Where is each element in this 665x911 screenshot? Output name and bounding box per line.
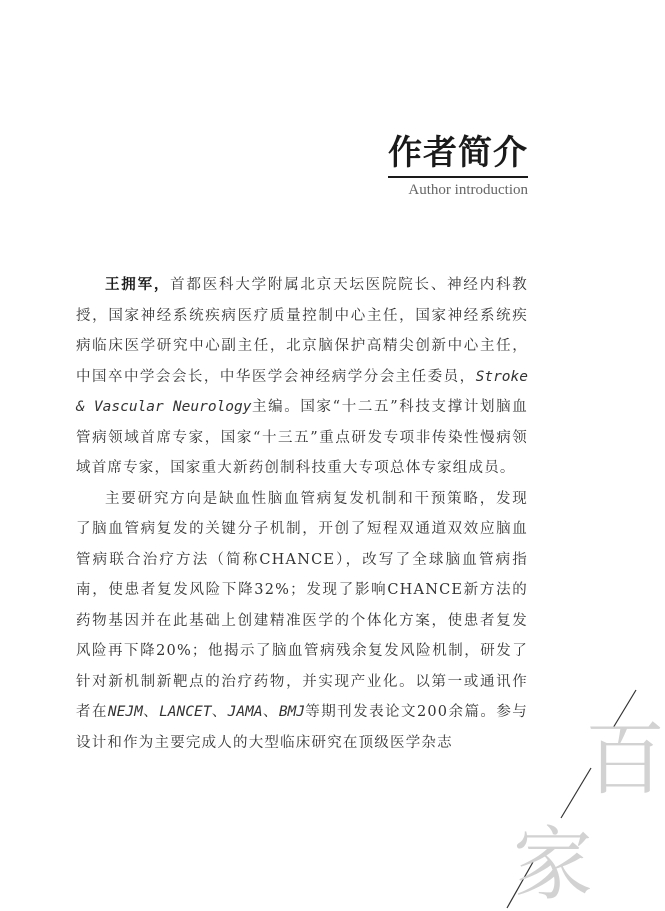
bio-content [76, 270, 528, 758]
heading-title-cn: 作者简介 [388, 133, 528, 178]
journal-jama: JAMA [227, 704, 263, 720]
journal-bmj: BMJ [278, 704, 306, 720]
separator-1: 、 [142, 704, 160, 720]
bio-text-2b: 等期刊发表论文200余篇。参与设计和作为主要完成人的大型临床研究在顶级医学杂志 [76, 704, 529, 751]
decorative-char-1: 百 [585, 713, 665, 806]
separator-3: 、 [262, 704, 279, 720]
section-heading [388, 133, 528, 200]
journal-name: Stroke & Vascular Neurology [76, 368, 528, 415]
bio-text-1a: 首都医科大学附属北京天坛医院院长、神经内科教授，国家神经系统疾病医疗质量控制中心主任，国家神经系统疾病临床医学研究中心副主任，北京脑保护高精尖创新中心主任，中国卒中学会会长，中华医学会神经病学分会主任委员， [76, 277, 528, 385]
corner-decoration [493, 690, 665, 911]
journal-nejm: NEJM [107, 704, 143, 720]
bio-paragraph-2 [76, 484, 528, 759]
decorative-char-2: 家 [513, 818, 593, 911]
heading-title-en: Author introduction [408, 182, 528, 198]
author-name: 王拥军， [105, 277, 171, 293]
journal-lancet: LANCET [159, 704, 212, 720]
bio-paragraph-1 [76, 270, 528, 484]
bio-text-2a: 主要研究方向是缺血性脑血管病复发机制和干预策略，发现了脑血管病复发的关键分子机制，开创了短程双通道双效应脑血管病联合治疗方法（简称CHANCE），改写了全球脑血管病指南，使患者复发风险下降32%；发现了影响CHANCE新方法的药物基因并在此基础上创建精准医学的个体化方案，使患者复发风险再下降20%；他揭示了脑血管病残余复发风险机制，研发了针对新机制新靶点的治疗药物，并实现产业化。以第一或通讯作者在 [76, 490, 528, 720]
separator-2: 、 [211, 704, 228, 720]
bio-text-1b: 主编。国家“十二五”科技支撑计划脑血管病领域首席专家，国家“十三五”重点研发专项非传染性慢病领域首席专家，国家重大新药创制科技重大专项总体专家组成员。 [76, 399, 528, 476]
